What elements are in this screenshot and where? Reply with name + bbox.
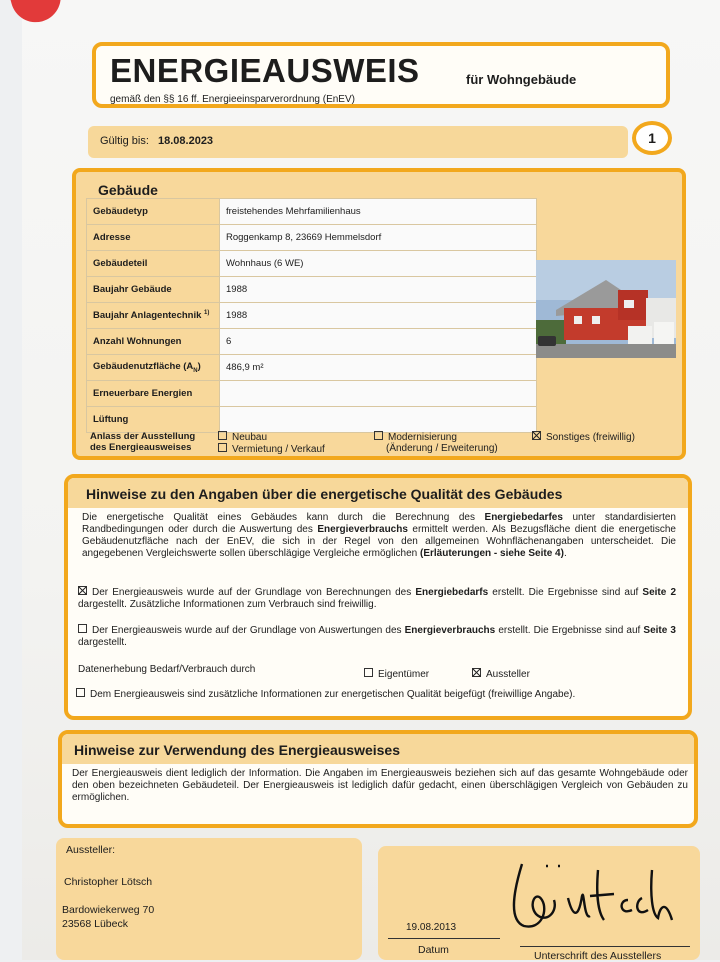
row-label-text: Gebäudenutzfläche (A (93, 361, 194, 373)
checked-checkbox-icon[interactable] (78, 586, 87, 595)
checked-checkbox-icon[interactable] (532, 431, 541, 440)
demand-basis-option[interactable] (78, 586, 676, 611)
checkbox-icon[interactable] (374, 431, 383, 440)
row-value: 6 (220, 329, 537, 355)
row-label-text: Baujahr Anlagentechnik (93, 310, 202, 322)
row-label: Adresse (87, 225, 220, 251)
row-value (220, 381, 537, 407)
checkbox-icon[interactable] (364, 668, 373, 677)
table-row (87, 225, 537, 251)
option-sonstiges[interactable] (532, 431, 635, 444)
text-bold: Seite 3 (643, 625, 676, 636)
date-line (388, 938, 500, 939)
row-value: 1988 (220, 277, 537, 303)
row-value: Wohnhaus (6 WE) (220, 251, 537, 277)
row-value: 486,9 m² (220, 355, 537, 381)
table-row (87, 381, 537, 407)
table-row (87, 303, 537, 329)
valid-until-label: Gültig bis: (100, 135, 149, 147)
footnote-mark: 1) (204, 309, 210, 316)
building-section (72, 168, 686, 460)
issue-reason-label-line1: Anlass der Ausstellung (90, 431, 196, 442)
text-run: erstellt. Die Ergebnisse sind auf (488, 587, 643, 598)
handwritten-signature (502, 850, 702, 930)
issue-reason-label (90, 431, 195, 453)
checked-checkbox-icon[interactable] (472, 668, 481, 677)
table-row (87, 329, 537, 355)
row-label (87, 355, 220, 381)
text-bold: Energiebedarfes (484, 512, 563, 523)
row-value (220, 407, 537, 433)
signature-date: 19.08.2013 (406, 922, 457, 933)
option-label: Dem Energieausweis sind zusätzliche Informationen zur energetischen Qualität beigefügt (freiwillige Angabe). (90, 689, 576, 700)
date-label: Datum (418, 944, 449, 956)
issuer-city: 23568 Lübeck (62, 918, 128, 930)
subscript: N (193, 367, 198, 374)
usage-hints-text: Der Energieausweis dient lediglich der Information. Die Angaben im Energieausweis beziehen sich auf das gesamte Wohngebäude oder den oben bezeichneten Gebäudeteil. Der Energieausweis ist lediglich dafür gedacht, einen überschlägigen Vergleich von Gebäuden zu ermöglichen. (72, 768, 688, 803)
quality-hints-section (64, 474, 692, 720)
valid-until-date: 18.08.2023 (158, 135, 214, 147)
page-number-badge: 1 (632, 121, 672, 155)
text-bold: Energieverbrauchs (404, 625, 496, 636)
text-run: dargestellt. (78, 637, 127, 648)
row-label: Baujahr Gebäude (87, 277, 220, 303)
option-vermietung[interactable] (218, 443, 325, 456)
row-label: Anzahl Wohnungen (87, 329, 220, 355)
validity-bar (88, 126, 628, 158)
issuer-label: Aussteller: (66, 844, 116, 856)
checkbox-icon[interactable] (78, 624, 87, 633)
row-value: Roggenkamp 8, 23669 Hemmelsdorf (220, 225, 537, 251)
issuer-box (56, 838, 362, 960)
usage-hints-section (58, 730, 698, 828)
table-row (87, 407, 537, 433)
building-photo-image (536, 260, 676, 358)
additional-info-option[interactable] (76, 688, 674, 701)
text-bold: Energiebedarfs (415, 587, 489, 598)
law-reference: gemäß den §§ 16 ff. Energieeinsparverordnung (EnEV) (110, 94, 355, 105)
checkbox-icon[interactable] (76, 688, 85, 697)
option-label: Eigentümer (378, 669, 430, 680)
row-label: Gebäudetyp (87, 199, 220, 225)
signature-label: Unterschrift des Ausstellers (534, 950, 662, 962)
text-run: ermittelt werden. Als Bezugsfläche dient die energetische Gebäudenutzfläche nach der EnEV, die sich in der Regel von den allgemeinen Wohnflächenangaben unterscheidet. Die angegebenen Vergleichswerte sollen überschlägige Vergleiche ermöglichen (82, 524, 676, 559)
text-bold: (Erläuterungen - siehe Seite 4) (420, 548, 564, 559)
text-bold: Seite 2 (642, 587, 677, 598)
checkbox-icon[interactable] (218, 431, 227, 440)
table-row (87, 251, 537, 277)
building-photo (536, 260, 676, 358)
document-title: ENERGIEAUSWEIS (110, 52, 420, 89)
quality-intro-text (82, 512, 676, 560)
building-table (86, 198, 537, 433)
quality-hints-header (68, 478, 688, 508)
option-label: Neubau (232, 432, 268, 443)
text-run: Der Energieausweis wurde auf der Grundlage von Auswertungen des (92, 625, 405, 636)
option-aussteller[interactable] (472, 668, 530, 681)
usage-hints-heading: Hinweise zur Verwendung des Energieausweises (74, 742, 401, 758)
issue-reason-label-line2: des Energieausweises (90, 442, 192, 453)
text-run: unter standardisierten Randbedingungen oder durch die Auswertung des (82, 512, 676, 535)
option-label: Aussteller (486, 669, 530, 680)
issuer-street: Bardowiekerweg 70 (62, 904, 155, 916)
text-run: dargestellt. Zusätzliche Informationen zum Verbrauch sind freiwillig. (78, 599, 377, 610)
row-value: 1988 (220, 303, 537, 329)
option-eigentuemer[interactable] (364, 668, 429, 681)
data-collection-label: Datenerhebung Bedarf/Verbrauch durch (78, 664, 256, 675)
row-label (87, 303, 220, 329)
signature-line (520, 946, 690, 947)
row-label-end: ) (197, 361, 201, 373)
text-run: Der Energieausweis wurde auf der Grundlage von Berechnungen des (92, 587, 416, 598)
usage-hints-header (62, 734, 694, 764)
text-run: erstellt. Die Ergebnisse sind auf (495, 625, 644, 636)
option-label: Modernisierung (388, 432, 457, 443)
building-heading: Gebäude (98, 182, 158, 198)
table-row (87, 355, 537, 381)
text-run: Die energetische Qualität eines Gebäudes kann durch die Berechnung des (82, 512, 485, 523)
table-row (87, 199, 537, 225)
signature-box (378, 846, 700, 960)
title-box (92, 42, 670, 108)
consumption-basis-option[interactable] (78, 624, 676, 649)
text-run: . (563, 548, 567, 559)
row-label: Gebäudeteil (87, 251, 220, 277)
text-bold: Energieverbrauchs (317, 524, 408, 535)
option-modernisierung-line2: (Änderung / Erweiterung) (386, 443, 498, 454)
row-label: Lüftung (87, 407, 220, 433)
option-label: Sonstiges (freiwillig) (546, 432, 635, 443)
row-label: Erneuerbare Energien (87, 381, 220, 407)
issuer-name: Christopher Lötsch (64, 876, 153, 888)
row-value: freistehendes Mehrfamilienhaus (220, 199, 537, 225)
quality-hints-heading: Hinweise zu den Angaben über die energetische Qualität des Gebäudes (86, 486, 563, 502)
document-subtitle: für Wohngebäude (466, 72, 577, 87)
checkbox-icon[interactable] (218, 443, 227, 452)
option-label: Vermietung / Verkauf (232, 444, 325, 455)
table-row (87, 277, 537, 303)
